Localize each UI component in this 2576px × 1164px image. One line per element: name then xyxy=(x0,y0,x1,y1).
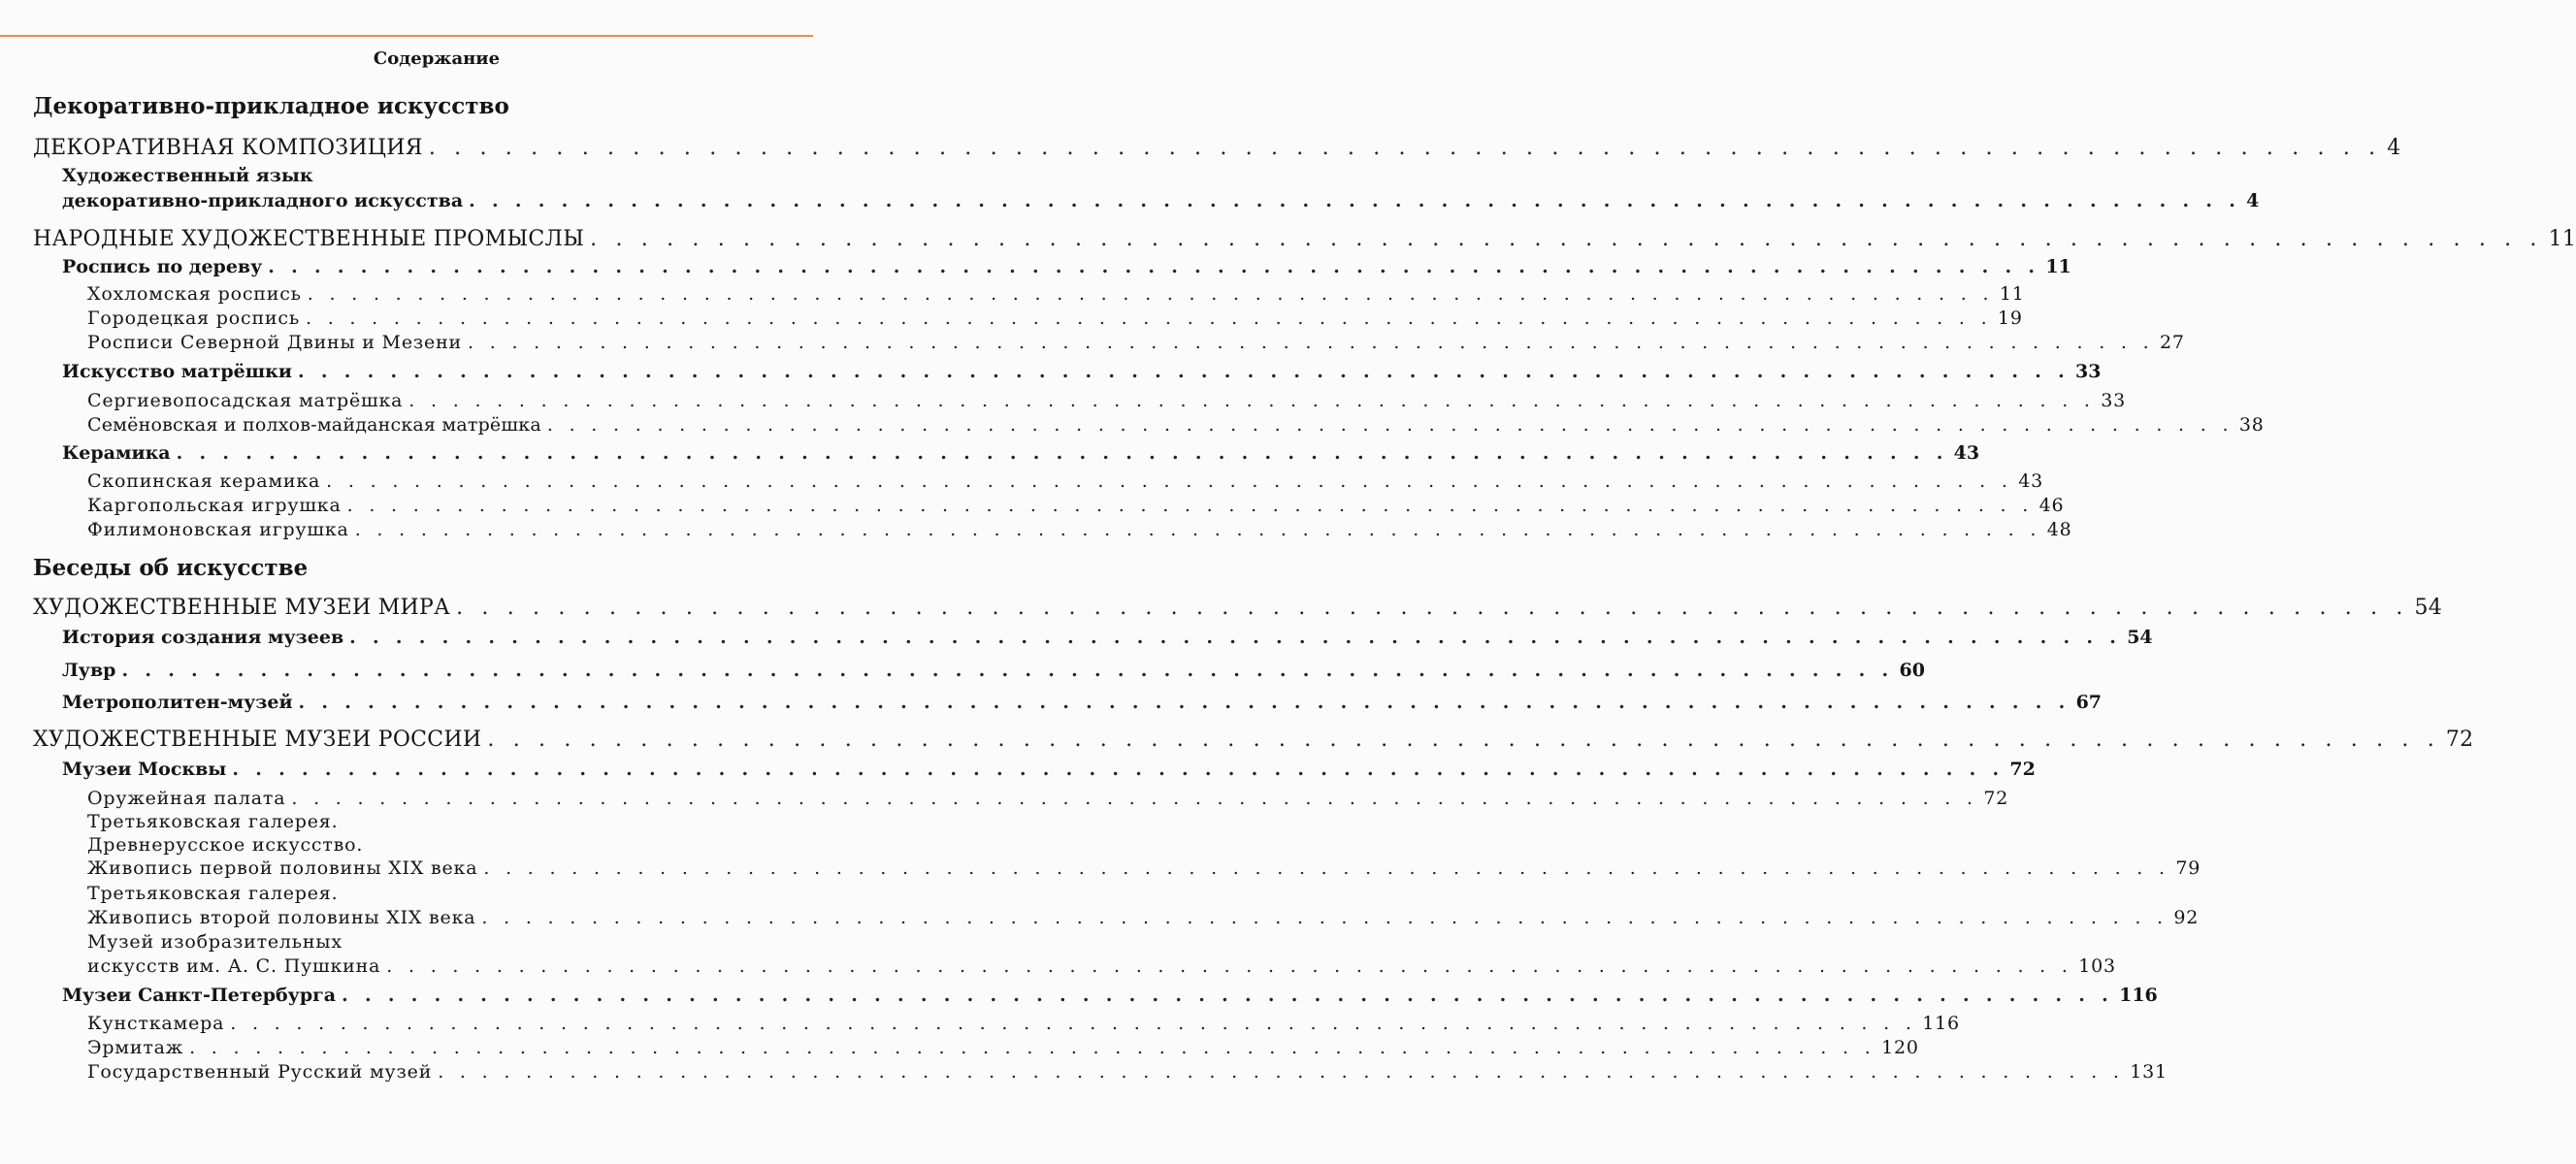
page-number: 72 xyxy=(1983,788,2009,809)
toc-entry[interactable] xyxy=(62,442,1980,464)
toc-entry[interactable] xyxy=(87,495,2065,516)
page-number: 11 xyxy=(2045,256,2071,277)
entry-title-line: Художественный язык xyxy=(62,165,313,186)
dot-leader: . . . . . . . . . . . . . . . . . . . . . . . . . . . . . . . . . . . . . . . . . . . . . . . . . . . . . . . . . . . . . . . . . . . . . . . . . . . . . xyxy=(121,660,1894,681)
entry-title: Музеи Санкт-Петербурга xyxy=(62,985,337,1006)
toc-entry[interactable] xyxy=(62,627,2153,648)
dot-leader: . . . . . . . . . . . . . . . . . . . . . . . . . . . . . . . . . . . . . . . . . . . . . . . . . . . . . . . . . . . . . . . . . . . . . . . . . . . . . xyxy=(438,1061,2125,1083)
toc-entry[interactable] xyxy=(62,190,2260,211)
page-number: 43 xyxy=(2018,470,2043,492)
part-heading: Беседы об искусстве xyxy=(33,555,309,581)
dot-leader: . . . . . . . . . . . . . . . . . . . . . . . . . . . . . . . . . . . . . . . . . . . . . . . . . . . . . . . . . . . . . . . . . . . . . . . . . . . . . xyxy=(298,361,2071,382)
toc-entry[interactable] xyxy=(87,332,2185,353)
page-number: 79 xyxy=(2175,857,2201,879)
dot-leader: . . . . . . . . . . . . . . . . . . . . . . . . . . . . . . . . . . . . . . . . . . . . . . . . . . . . . . . . . . . . . . . . . . . . . . . . . . . . . xyxy=(305,307,1992,329)
page-number: 67 xyxy=(2075,692,2103,713)
page-number: 27 xyxy=(2160,332,2185,353)
entry-title: Музеи Москвы xyxy=(62,759,227,780)
page-number: 60 xyxy=(1899,660,1925,681)
dot-leader: . . . . . . . . . . . . . . . . . . . . . . . . . . . . . . . . . . . . . . . . . . . . . . . . . . . . . . . . . . . . . . . . . . . . . . . . . . . . . xyxy=(189,1037,1876,1058)
toc-entry[interactable] xyxy=(87,1013,1960,1034)
entry-title: Каргопольская игрушка xyxy=(87,495,342,516)
dot-leader: . . . . . . . . . . . . . . . . . . . . . . . . . . . . . . . . . . . . . . . . . . . . . . . . . . . . . . . . . . . . . . . . . . . . . . . . . . . . . xyxy=(428,136,2382,160)
dot-leader: . . . . . . . . . . . . . . . . . . . . . . . . . . . . . . . . . . . . . . . . . . . . . . . . . . . . . . . . . . . . . . . . . . . . . . . . . . . . . xyxy=(232,759,2005,780)
toc-entry[interactable] xyxy=(87,857,2201,879)
top-rule xyxy=(0,35,813,37)
toc-entry[interactable] xyxy=(87,414,2265,436)
page-number: 33 xyxy=(2075,361,2102,382)
dot-leader: . . . . . . . . . . . . . . . . . . . . . . . . . . . . . . . . . . . . . . . . . . . . . . . . . . . . . . . . . . . . . . . . . . . . . . . . . . . . . xyxy=(291,788,1978,809)
entry-title: Росписи Северной Двины и Мезени xyxy=(87,332,462,353)
entry-title: Оружейная палата xyxy=(87,788,286,809)
dot-leader: . . . . . . . . . . . . . . . . . . . . . . . . . . . . . . . . . . . . . . . . . . . . . . . . . . . . . . . . . . . . . . . . . . . . . . . . . . . . . xyxy=(342,985,2114,1006)
dot-leader: . . . . . . . . . . . . . . . . . . . . . . . . . . . . . . . . . . . . . . . . . . . . . . . . . . . . . . . . . . . . . . . . . . . . . . . . . . . . . xyxy=(483,857,2170,879)
entry-title: декоративно-прикладного искусства xyxy=(62,190,464,211)
entry-title-line: Древнерусское искусство. xyxy=(87,834,364,856)
page-number: 54 xyxy=(2414,596,2443,620)
page-number: 46 xyxy=(2038,495,2065,516)
page-number: 103 xyxy=(2078,955,2116,977)
entry-title-line: Третьяковская галерея. xyxy=(87,811,339,832)
toc-entry[interactable] xyxy=(87,1037,1919,1058)
page-number: 11 xyxy=(1999,283,2025,305)
dot-leader: . . . . . . . . . . . . . . . . . . . . . . . . . . . . . . . . . . . . . . . . . . . . . . . . . . . . . . . . . . . . . . . . . . . . . . . . . . . . . xyxy=(354,519,2041,540)
dot-leader: . . . . . . . . . . . . . . . . . . . . . . . . . . . . . . . . . . . . . . . . . . . . . . . . . . . . . . . . . . . . . . . . . . . . . . . . . . . . . xyxy=(230,1013,1917,1034)
entry-title: История создания музеев xyxy=(62,627,344,648)
toc-entry[interactable] xyxy=(33,136,2401,160)
entry-title: Живопись второй половины XIX века xyxy=(87,907,476,928)
toc-entry[interactable] xyxy=(87,470,2043,492)
page-number: 120 xyxy=(1881,1037,1919,1058)
entry-title: Филимоновская игрушка xyxy=(87,519,349,540)
entry-title: Городецкая роспись xyxy=(87,307,300,329)
entry-title-line: Третьяковская галерея. xyxy=(87,883,339,904)
dot-leader: . . . . . . . . . . . . . . . . . . . . . . . . . . . . . . . . . . . . . . . . . . . . . . . . . . . . . . . . . . . . . . . . . . . . . . . . . . . . . xyxy=(456,596,2409,620)
page-number: 54 xyxy=(2127,627,2153,648)
toc-entry[interactable] xyxy=(87,1061,2168,1083)
toc-entry[interactable] xyxy=(87,955,2116,977)
toc-entry[interactable] xyxy=(87,519,2072,540)
entry-title: Живопись первой половины XIX века xyxy=(87,857,478,879)
entry-title: Хохломская роспись xyxy=(87,283,302,305)
entry-title-line: Музей изобразительных xyxy=(87,931,342,953)
dot-leader: . . . . . . . . . . . . . . . . . . . . . . . . . . . . . . . . . . . . . . . . . . . . . . . . . . . . . . . . . . . . . . . . . . . . . . . . . . . . . xyxy=(326,470,2013,492)
dot-leader: . . . . . . . . . . . . . . . . . . . . . . . . . . . . . . . . . . . . . . . . . . . . . . . . . . . . . . . . . . . . . . . . . . . . . . . . . . . . . xyxy=(487,728,2440,752)
toc-entry[interactable] xyxy=(33,728,2474,752)
dot-leader: . . . . . . . . . . . . . . . . . . . . . . . . . . . . . . . . . . . . . . . . . . . . . . . . . . . . . . . . . . . . . . . . . . . . . . . . . . . . . xyxy=(176,442,1948,464)
entry-title: НАРОДНЫЕ ХУДОЖЕСТВЕННЫЕ ПРОМЫСЛЫ xyxy=(33,227,585,251)
toc-entry[interactable] xyxy=(87,788,2009,809)
dot-leader: . . . . . . . . . . . . . . . . . . . . . . . . . . . . . . . . . . . . . . . . . . . . . . . . . . . . . . . . . . . . . . . . . . . . . . . . . . . . . xyxy=(590,227,2543,251)
page-title: Содержание xyxy=(373,48,501,69)
dot-leader: . . . . . . . . . . . . . . . . . . . . . . . . . . . . . . . . . . . . . . . . . . . . . . . . . . . . . . . . . . . . . . . . . . . . . . . . . . . . . xyxy=(349,627,2122,648)
entry-title: Государственный Русский музей xyxy=(87,1061,433,1083)
entry-title: Лувр xyxy=(62,660,116,681)
page-number: 43 xyxy=(1953,442,1980,464)
toc-entry[interactable] xyxy=(62,759,2036,780)
toc-entry[interactable] xyxy=(87,283,2025,305)
dot-leader: . . . . . . . . . . . . . . . . . . . . . . . . . . . . . . . . . . . . . . . . . . . . . . . . . . . . . . . . . . . . . . . . . . . . . . . . . . . . . xyxy=(268,256,2040,277)
entry-title: ХУДОЖЕСТВЕННЫЕ МУЗЕИ РОССИИ xyxy=(33,728,482,752)
entry-title: Эрмитаж xyxy=(87,1037,184,1058)
part-heading: Декоративно-прикладное искусство xyxy=(33,93,509,119)
page-number: 72 xyxy=(2009,759,2036,780)
page-number: 131 xyxy=(2130,1061,2168,1083)
page-number: 72 xyxy=(2445,728,2474,752)
page-number: 11 xyxy=(2548,227,2576,251)
dot-leader: . . . . . . . . . . . . . . . . . . . . . . . . . . . . . . . . . . . . . . . . . . . . . . . . . . . . . . . . . . . . . . . . . . . . . . . . . . . . . xyxy=(408,390,2096,411)
toc-entry[interactable] xyxy=(87,307,2023,329)
page-number: 33 xyxy=(2101,390,2127,411)
toc-entry[interactable] xyxy=(62,692,2103,713)
toc-entry[interactable] xyxy=(62,660,1925,681)
entry-title: Сергиевопосадская матрёшка xyxy=(87,390,404,411)
entry-title: Семёновская и полхов-майданская матрёшка xyxy=(87,414,541,436)
entry-title: Искусство матрёшки xyxy=(62,361,292,382)
page-number: 116 xyxy=(1922,1013,1960,1034)
dot-leader: . . . . . . . . . . . . . . . . . . . . . . . . . . . . . . . . . . . . . . . . . . . . . . . . . . . . . . . . . . . . . . . . . . . . . . . . . . . . . xyxy=(468,332,2155,353)
dot-leader: . . . . . . . . . . . . . . . . . . . . . . . . . . . . . . . . . . . . . . . . . . . . . . . . . . . . . . . . . . . . . . . . . . . . . . . . . . . . . xyxy=(307,283,1994,305)
toc-entry[interactable] xyxy=(87,907,2200,928)
entry-title: Метрополитен-музей xyxy=(62,692,293,713)
dot-leader: . . . . . . . . . . . . . . . . . . . . . . . . . . . . . . . . . . . . . . . . . . . . . . . . . . . . . . . . . . . . . . . . . . . . . . . . . . . . . xyxy=(386,955,2073,977)
toc-entry[interactable] xyxy=(87,390,2127,411)
dot-leader: . . . . . . . . . . . . . . . . . . . . . . . . . . . . . . . . . . . . . . . . . . . . . . . . . . . . . . . . . . . . . . . . . . . . . . . . . . . . . xyxy=(346,495,2034,516)
toc-entry[interactable] xyxy=(62,985,2158,1006)
dot-leader: . . . . . . . . . . . . . . . . . . . . . . . . . . . . . . . . . . . . . . . . . . . . . . . . . . . . . . . . . . . . . . . . . . . . . . . . . . . . . xyxy=(469,190,2241,211)
entry-title: Роспись по дереву xyxy=(62,256,263,277)
entry-title: Скопинская керамика xyxy=(87,470,321,492)
entry-title: Керамика xyxy=(62,442,171,464)
page-number: 38 xyxy=(2238,414,2265,436)
toc-entry[interactable] xyxy=(33,596,2443,620)
page-number: 19 xyxy=(1997,307,2023,329)
page-number: 92 xyxy=(2173,907,2200,928)
entry-title: искусств им. А. С. Пушкина xyxy=(87,955,381,977)
page-number: 116 xyxy=(2119,985,2158,1006)
entry-title: ДЕКОРАТИВНАЯ КОМПОЗИЦИЯ xyxy=(33,136,423,160)
page-number: 48 xyxy=(2046,519,2072,540)
dot-leader: . . . . . . . . . . . . . . . . . . . . . . . . . . . . . . . . . . . . . . . . . . . . . . . . . . . . . . . . . . . . . . . . . . . . . . . . . . . . . xyxy=(546,414,2234,436)
dot-leader: . . . . . . . . . . . . . . . . . . . . . . . . . . . . . . . . . . . . . . . . . . . . . . . . . . . . . . . . . . . . . . . . . . . . . . . . . . . . . xyxy=(481,907,2168,928)
entry-title: Кунсткамера xyxy=(87,1013,225,1034)
page-number: 4 xyxy=(2246,190,2260,211)
toc-entry[interactable] xyxy=(62,256,2071,277)
toc-entry[interactable] xyxy=(33,227,2576,251)
page-number: 4 xyxy=(2387,136,2401,160)
dot-leader: . . . . . . . . . . . . . . . . . . . . . . . . . . . . . . . . . . . . . . . . . . . . . . . . . . . . . . . . . . . . . . . . . . . . . . . . . . . . . xyxy=(298,692,2071,713)
toc-entry[interactable] xyxy=(62,361,2102,382)
entry-title: ХУДОЖЕСТВЕННЫЕ МУЗЕИ МИРА xyxy=(33,596,451,620)
